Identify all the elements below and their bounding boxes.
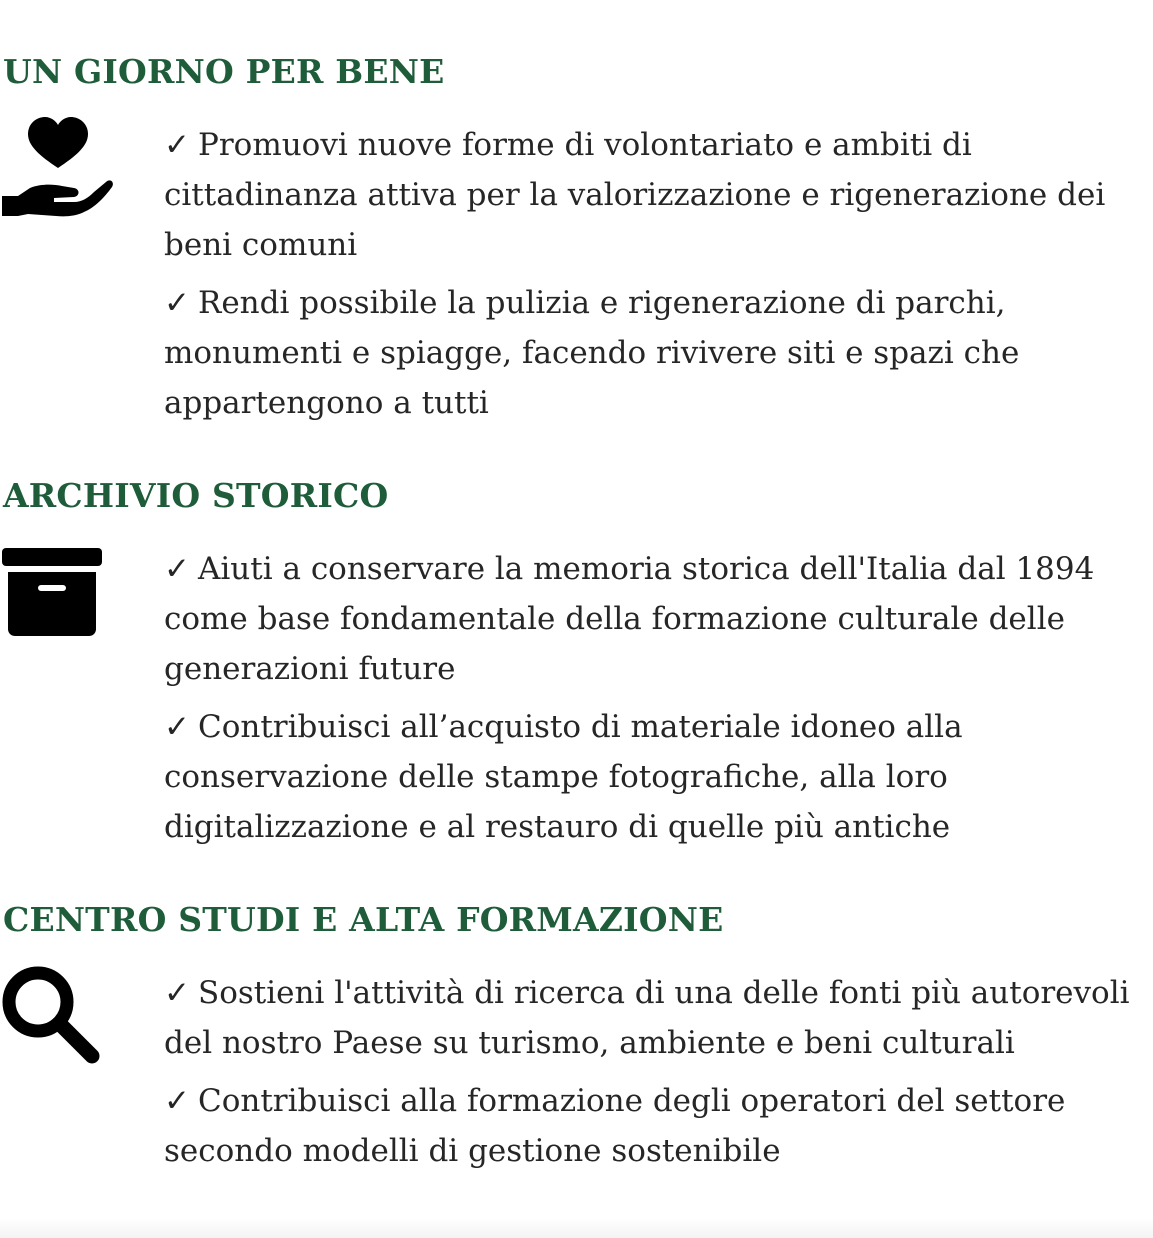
check-icon: ✓ <box>164 1083 190 1119</box>
bullet-list <box>164 968 1139 1184</box>
magnifying-glass-icon <box>0 964 116 1074</box>
bullet-text: Promuovi nuove forme di volontariato e ambiti di cittadinanza attiva per la valorizzazione e rigenerazione dei beni comuni <box>164 127 1106 263</box>
section-title: CENTRO STUDI E ALTA FORMAZIONE <box>3 900 724 939</box>
bullet-text: Rendi possibile la pulizia e rigenerazione di parchi, monumenti e spiagge, facendo rivivere siti e spazi che appartengono a tutti <box>164 285 1020 421</box>
bullet-item <box>164 968 1139 1068</box>
bullet-item <box>164 120 1139 270</box>
check-icon: ✓ <box>164 551 190 587</box>
section-title: UN GIORNO PER BENE <box>3 52 445 91</box>
bullet-text: Aiuti a conservare la memoria storica dell'Italia dal 1894 come base fondamentale della formazione culturale delle generazioni future <box>164 551 1095 687</box>
bullet-list <box>164 544 1139 860</box>
check-icon: ✓ <box>164 975 190 1011</box>
bottom-fade <box>0 1218 1153 1238</box>
bullet-item <box>164 544 1139 694</box>
bullet-text: Contribuisci alla formazione degli operatori del settore secondo modelli di gestione sostenibile <box>164 1083 1066 1169</box>
bullet-text: Contribuisci all’acquisto di materiale idoneo alla conservazione delle stampe fotografiche, alla loro digitalizzazione e al restauro di quelle più antiche <box>164 709 963 845</box>
heart-in-hand-icon <box>0 112 116 222</box>
bullet-item <box>164 278 1139 428</box>
bullet-list <box>164 120 1139 436</box>
check-icon: ✓ <box>164 127 190 163</box>
check-icon: ✓ <box>164 285 190 321</box>
bullet-item <box>164 1076 1139 1176</box>
bullet-text: Sostieni l'attività di ricerca di una delle fonti più autorevoli del nostro Paese su turismo, ambiente e beni culturali <box>164 975 1130 1061</box>
archive-box-icon <box>0 545 116 655</box>
check-icon: ✓ <box>164 709 190 745</box>
section-title: ARCHIVIO STORICO <box>3 476 389 515</box>
bullet-item <box>164 702 1139 852</box>
